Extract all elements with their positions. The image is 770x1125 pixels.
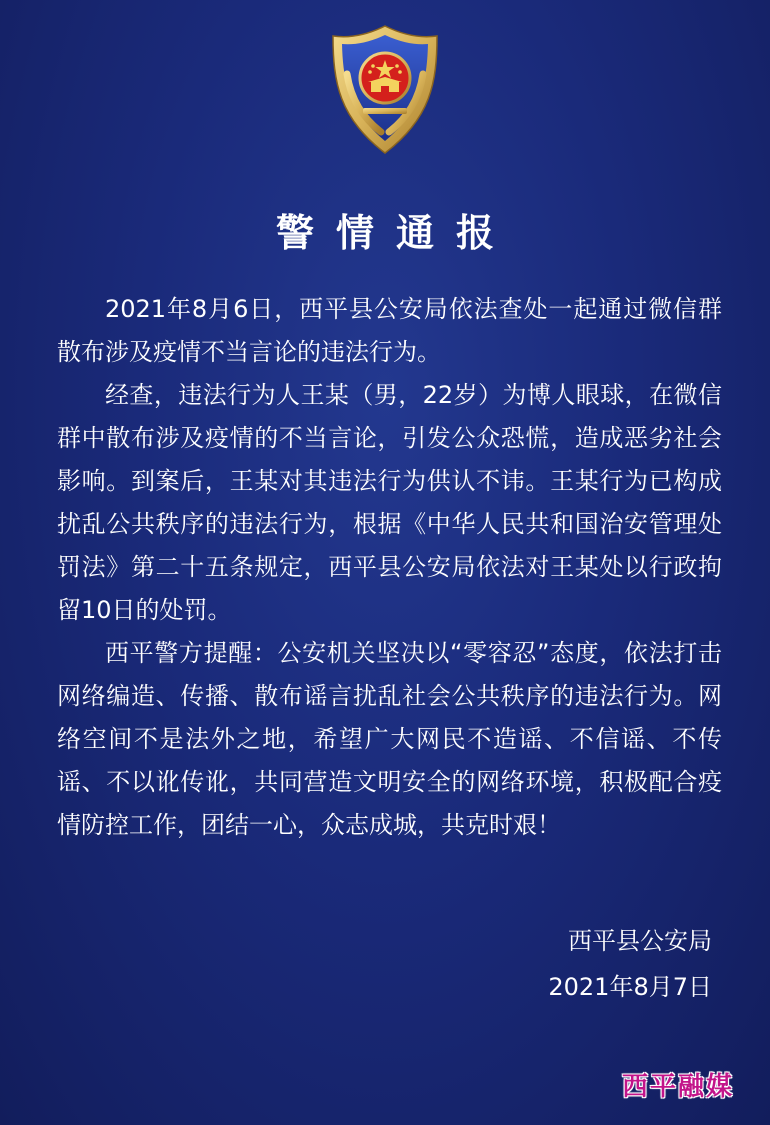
paragraph-reminder: 西平警方提醒：公安机关坚决以“零容忍”态度，依法打击网络编造、传播、散布谣言扰乱社会公共秩序的违法行为。网络空间不是法外之地，希望广大网民不造谣、不信谣、不传谣、不以讹传讹，共同营造文明安全的网络环境，积极配合疫情防控工作，团结一心，众志成城，共克时艰！ xyxy=(57,639,722,839)
notice-body xyxy=(57,288,722,847)
page-title: 警情通报 xyxy=(275,211,516,255)
paragraph-investigation: 经查，违法行为人王某（男，22岁）为博人眼球，在微信群中散布涉及疫情的不当言论，引发公众恐慌，造成恶劣社会影响。到案后，王某对其违法行为供认不讳。王某行为已构成扰乱公共秩序的违法行为，根据《中华人民共和国治安管理处罚法》第二十五条规定，西平县公安局依法对王某处以行政拘留10日的处罚。 xyxy=(57,381,722,624)
media-watermark: 西平融媒 xyxy=(621,1072,734,1102)
police-badge-icon xyxy=(325,22,445,157)
issue-date: 2021年8月7日 xyxy=(548,973,712,1001)
signature-block xyxy=(548,918,712,1010)
paragraph-incident: 2021年8月6日，西平县公安局依法查处一起通过微信群散布涉及疫情不当言论的违法行为。 xyxy=(57,295,722,366)
issuer-name: 西平县公安局 xyxy=(568,927,712,955)
